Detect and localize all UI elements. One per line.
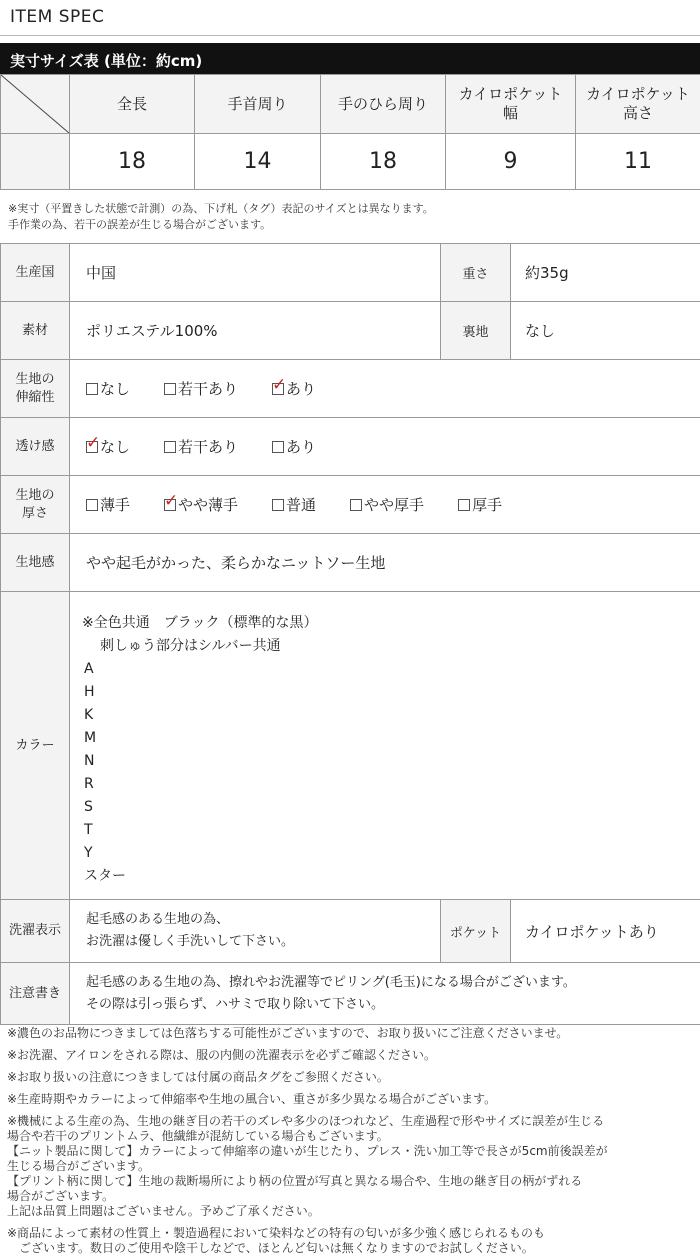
checkbox-icon [272, 441, 284, 453]
option-label: 若干あり [178, 438, 239, 456]
thickness-label: 生地の 厚さ [1, 476, 70, 534]
option-label: 若干あり [178, 380, 239, 398]
option-sheer-1 [164, 436, 238, 457]
footnote-line: 【プリント柄に関して】生地の裁断場所により柄の位置が写真と異なる場合や、生地の継ぎ目の柄がずれる [7, 1174, 583, 1188]
checked-box-icon [86, 432, 101, 453]
option-stretch-1 [164, 378, 238, 399]
size-note-line: ※実寸（平置きした状態で計測）の為、下げ札（タグ）表記のサイズとは異なります。 [8, 202, 434, 215]
footnotes [7, 1026, 695, 1260]
option-thickness-3 [350, 494, 424, 515]
size-note [8, 201, 434, 233]
material-value: ポリエステル100% [70, 302, 441, 360]
footnote-line: 【ニット製品に関して】カラーによって伸縮率の違いが生じたり、プレス・洗い加工等で長さが5cm前後誤差が [7, 1144, 608, 1158]
origin-row [1, 244, 700, 302]
thickness-row [1, 476, 700, 534]
checked-box-icon [272, 374, 287, 395]
checkbox-icon [164, 383, 176, 395]
footnote-line: ※生産時期やカラーによって伸縮率や生地の風合い、重さが多少異なる場合がございます。 [7, 1092, 497, 1106]
footnote-line: ※商品によって素材の性質上・製造過程において染料などの特有の匂いが多少強く感じられるものも [7, 1226, 546, 1240]
stretch-option-list [86, 374, 700, 399]
sheer-row [1, 418, 700, 476]
lining-label: 裏地 [441, 302, 511, 360]
diagonal-line-icon [1, 75, 69, 133]
color-row [1, 592, 700, 900]
color-label: カラー [1, 592, 70, 900]
size-value-wrist: 14 [195, 134, 321, 190]
footnote-line: ※お取り扱いの注意につきましては付属の商品タグをご参照ください。 [7, 1070, 389, 1084]
size-value-length: 18 [70, 134, 195, 190]
color-item-list [82, 658, 700, 888]
color-item: A [84, 661, 94, 677]
footnote [7, 1048, 695, 1063]
lining-value: なし [511, 302, 700, 360]
option-label: なし [100, 380, 131, 398]
option-label: やや厚手 [364, 496, 425, 514]
option-label: やや薄手 [178, 496, 239, 514]
check-mark-icon: ✓ [272, 374, 287, 395]
attribute-table [0, 243, 700, 1025]
color-item: K [84, 707, 94, 723]
caution-row [1, 963, 700, 1025]
footnote-line: 生じる場合がございます。 [7, 1159, 151, 1173]
size-col-wrist: 手首周り [195, 75, 321, 134]
size-col-pocket-height: カイロポケット 高さ [576, 75, 700, 134]
spec-title-bar [0, 0, 700, 40]
weight-label: 重さ [441, 244, 511, 302]
material-label: 素材 [1, 302, 70, 360]
size-col-pocket-width: カイロポケット 幅 [446, 75, 576, 134]
caution-line: その際は引っ張らず、ハサミで取り除いて下さい。 [86, 996, 384, 1012]
option-stretch-2 [272, 374, 317, 399]
stretch-options [70, 360, 700, 418]
material-row [1, 302, 700, 360]
size-col-length: 全長 [70, 75, 195, 134]
texture-row [1, 534, 700, 592]
texture-label: 生地感 [1, 534, 70, 592]
wash-line: 起毛感のある生地の為、 [86, 912, 230, 927]
footnote-line: ございます。数日のご使用や陰干しなどで、ほとんど匂いは無くなりますのでお試しください。 [7, 1241, 534, 1255]
checkbox-icon [164, 441, 176, 453]
option-thickness-1 [164, 490, 239, 515]
option-sheer-2 [272, 436, 316, 457]
check-mark-icon: ✓ [164, 490, 179, 511]
color-item: H [84, 684, 95, 700]
option-thickness-0 [86, 494, 130, 515]
size-value-row [1, 134, 700, 190]
footnote-line: 上記は品質上問題はございません。予めご了承ください。 [7, 1204, 320, 1218]
texture-value: やや起毛がかった、柔らかなニットソー生地 [70, 534, 700, 592]
size-value-pocket-width: 9 [446, 134, 576, 190]
wash-value [70, 900, 441, 963]
option-sheer-0 [86, 432, 131, 457]
origin-label: 生産国 [1, 244, 70, 302]
footnote [7, 1226, 695, 1256]
size-value-palm: 18 [321, 134, 446, 190]
checked-box-icon [164, 490, 179, 511]
color-item: S [84, 799, 93, 815]
color-common-note: ※全色共通 ブラック（標準的な黒） [82, 615, 318, 631]
size-row-label [1, 134, 70, 190]
sheer-options [70, 418, 700, 476]
color-item: R [84, 776, 94, 792]
size-note-line: 手作業の為、若干の誤差が生じる場合がございます。 [8, 218, 272, 231]
wash-row [1, 900, 700, 963]
checkbox-icon [350, 499, 362, 511]
weight-value: 約35g [511, 244, 700, 302]
footnote-line: ※機械による生産の為、生地の継ぎ目の若干のズレや多少のほつれなど、生産過程で形やサイズに誤差が生じる [7, 1114, 605, 1128]
footnote-line: ※濃色のお品物につきましては色落ちする可能性がございますので、お取り扱いにご注意くださいませ。 [7, 1026, 569, 1040]
corner-cell [1, 75, 70, 134]
option-label: あり [286, 380, 317, 398]
footnote [7, 1114, 695, 1219]
footnote-line: 場合や若干のプリントムラ、他繊維が混紡している場合もございます。 [7, 1129, 389, 1143]
size-table [0, 74, 700, 190]
wash-label: 洗濯表示 [1, 900, 70, 963]
thickness-options [70, 476, 700, 534]
color-item: スター [84, 868, 126, 884]
caution-value [70, 963, 700, 1025]
pocket-label: ポケット [441, 900, 511, 963]
color-item: Y [84, 845, 93, 861]
size-table-header: 実寸サイズ表 (単位：約cm) [0, 43, 700, 74]
footnote [7, 1070, 695, 1085]
color-item: N [84, 753, 95, 769]
size-value-pocket-height: 11 [576, 134, 700, 190]
size-col-palm: 手のひら周り [321, 75, 446, 134]
option-label: 普通 [286, 496, 317, 514]
wash-line: お洗濯は優しく手洗いして下さい。 [86, 934, 295, 949]
spec-title: ITEM SPEC [10, 7, 105, 27]
origin-value: 中国 [70, 244, 441, 302]
checkbox-icon [458, 499, 470, 511]
checkbox-icon [272, 499, 284, 511]
footnote-line: 場合がございます。 [7, 1189, 115, 1203]
stretch-row [1, 360, 700, 418]
title-divider [0, 35, 700, 36]
checkbox-icon [86, 499, 98, 511]
option-label: なし [100, 438, 131, 456]
sheer-label: 透け感 [1, 418, 70, 476]
option-label: 厚手 [472, 496, 503, 514]
stretch-label: 生地の 伸縮性 [1, 360, 70, 418]
size-header-row [1, 75, 700, 134]
color-item: M [84, 730, 97, 746]
color-embroidery-note: 刺しゅう部分はシルバー共通 [100, 638, 281, 654]
option-thickness-2 [272, 494, 316, 515]
option-thickness-4 [458, 494, 502, 515]
caution-line: 起毛感のある生地の為、擦れやお洗濯等でピリング(毛玉)になる場合がございます。 [86, 974, 576, 990]
color-item: T [84, 822, 93, 838]
thickness-option-list [86, 490, 700, 515]
footnote [7, 1026, 695, 1041]
option-label: あり [286, 438, 317, 456]
option-label: 薄手 [100, 496, 131, 514]
color-value [70, 592, 700, 900]
option-stretch-0 [86, 378, 130, 399]
check-mark-icon: ✓ [86, 432, 101, 453]
pocket-value: カイロポケットあり [511, 900, 700, 963]
caution-label: 注意書き [1, 963, 70, 1025]
sheer-option-list [86, 432, 700, 457]
footnote [7, 1092, 695, 1107]
footnote-line: ※お洗濯、アイロンをされる際は、服の内側の洗濯表示を必ずご確認ください。 [7, 1048, 436, 1062]
checkbox-icon [86, 383, 98, 395]
